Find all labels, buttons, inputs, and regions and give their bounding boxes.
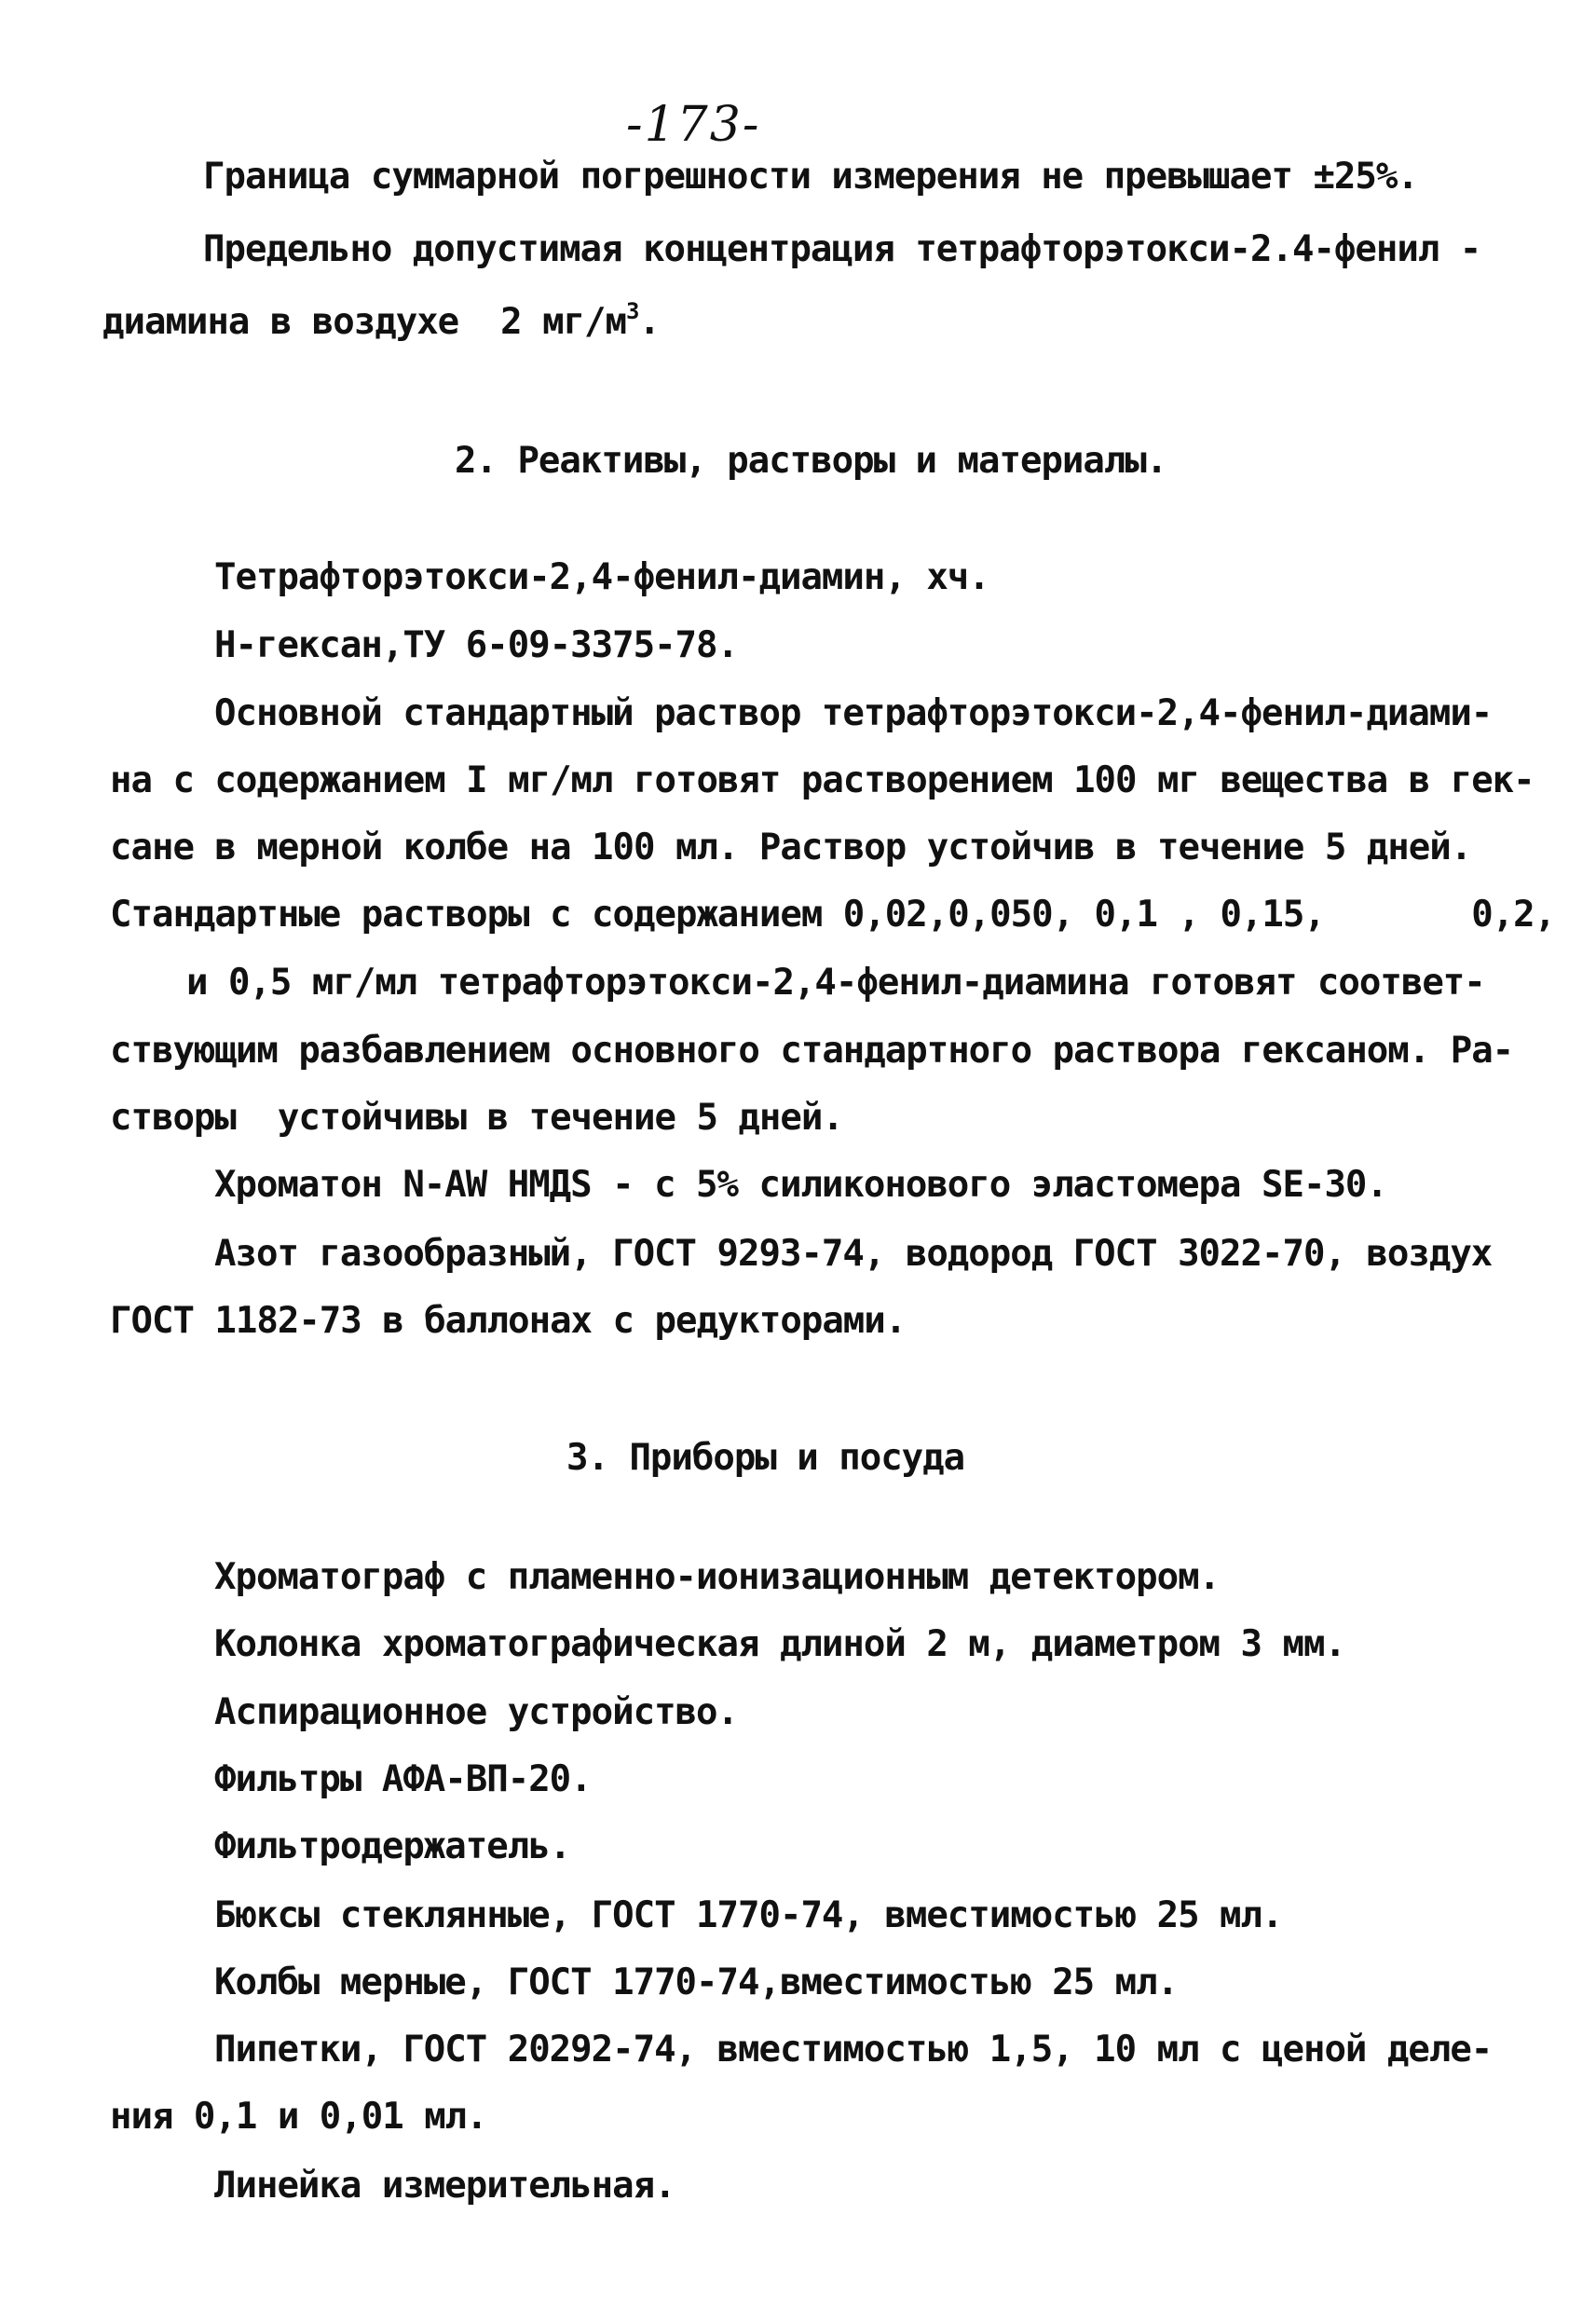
section-2-line: Хроматон N-AW НМДS - с 5% силиконового эластомера SE-30. [214, 1164, 1387, 1206]
superscript-cubed: 3 [626, 298, 639, 324]
section-3-line: Колбы мерные, ГОСТ 1770-74,вместимостью 25 мл. [214, 1961, 1179, 2003]
section-3-line: Фильтры АФА-ВП-20. [214, 1758, 592, 1800]
section-3-line: Фильтродержатель. [214, 1825, 571, 1867]
section-2-line: сане в мерной колбе на 100 мл. Раствор устойчив в течение 5 дней. [110, 827, 1472, 868]
intro-line-2: Предельно допустимая концентрация тетрафторэтокси-2.4-фенил - [203, 228, 1481, 270]
section-2-line: Тетрафторэтокси-2,4-фенил-диамин, хч. [214, 556, 989, 598]
intro-line-1: Граница суммарной погрешности измерения не превышает ±25%. [203, 156, 1418, 198]
section-2-line: ГОСТ 1182-73 в баллонах с редукторами. [110, 1300, 907, 1342]
section-3-line: Пипетки, ГОСТ 20292-74, вместимостью 1,5, 10 мл с ценой деле- [214, 2029, 1493, 2071]
section-3-line: Колонка хроматографическая длиной 2 м, диаметром 3 мм. [214, 1623, 1345, 1665]
intro-line-3-text: диамина в воздухе 2 мг/м [102, 301, 626, 343]
section-2-line: и 0,5 мг/мл тетрафторэтокси-2,4-фенил-диамина готовят соответ- [186, 962, 1485, 1004]
page-number: -173- [626, 97, 761, 153]
section-2-line: створы устойчивы в течение 5 дней. [110, 1097, 843, 1139]
section-2-line: на с содержанием I мг/мл готовят растворением 100 мг вещества в гек- [110, 759, 1535, 801]
section-3-heading: 3. Приборы и посуда [566, 1437, 965, 1479]
section-2-line: Основной стандартный раствор тетрафторэтокси-2,4-фенил-диами- [214, 692, 1493, 734]
intro-line-3-end: . [638, 301, 660, 343]
section-2-line: Н-гексан,ТУ 6-09-3375-78. [214, 624, 738, 666]
intro-line-3 [102, 298, 660, 343]
section-2-heading: 2. Реактивы, растворы и материалы. [455, 440, 1167, 482]
section-2-line: ствующим разбавлением основного стандартного раствора гексаном. Ра- [110, 1030, 1514, 1072]
section-3-line: Линейка измерительная. [214, 2165, 675, 2207]
section-2-line: Азот газообразный, ГОСТ 9293-74, водород ГОСТ 3022-70, воздух [214, 1233, 1493, 1275]
section-3-line: Аспирационное устройство. [214, 1691, 738, 1733]
section-2-line: Стандартные растворы с содержанием 0,02,0,050, 0,1 , 0,15, 0,2, [110, 894, 1556, 936]
section-3-line: Хроматограф с пламенно-ионизационным детектором. [214, 1556, 1221, 1598]
section-3-line: Бюксы стеклянные, ГОСТ 1770-74, вместимостью 25 мл. [214, 1894, 1283, 1936]
section-3-line: ния 0,1 и 0,01 мл. [110, 2096, 487, 2138]
